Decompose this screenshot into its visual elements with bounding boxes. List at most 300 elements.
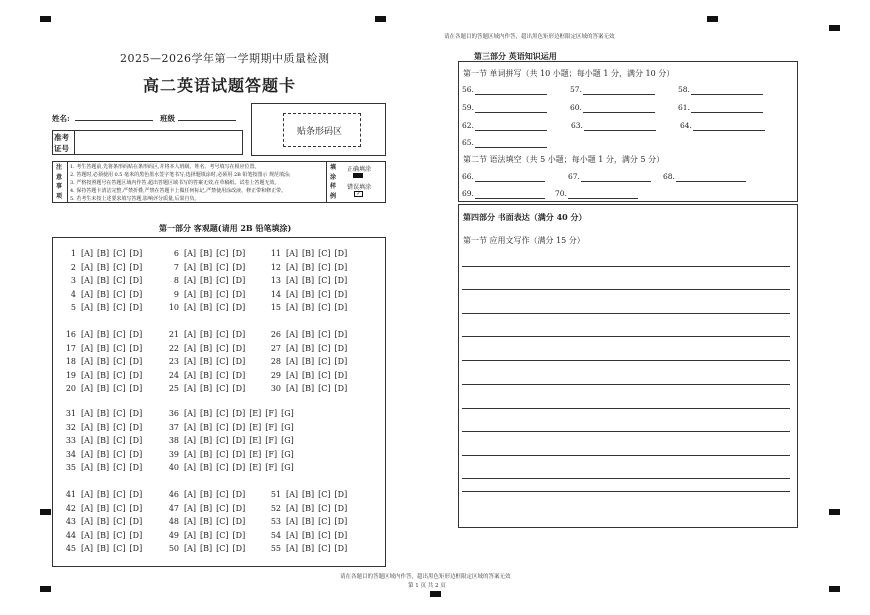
answer-bubble[interactable]: [D] [232, 370, 246, 380]
answer-bubble[interactable]: [A] [81, 503, 94, 513]
answer-bubble[interactable]: [B] [302, 330, 315, 339]
question-number: 40 [168, 463, 179, 472]
answer-bubble[interactable]: [A] [184, 409, 197, 418]
answer-bubble[interactable]: [B] [200, 343, 213, 353]
answer-bubble[interactable]: [B] [302, 249, 315, 258]
blank-line[interactable] [475, 94, 547, 95]
answer-bubble[interactable]: [C] [216, 330, 229, 339]
answer-bubble[interactable]: [F] [265, 449, 278, 459]
answer-bubble[interactable]: [D] [129, 517, 143, 526]
answer-bubble[interactable]: [C] [318, 517, 331, 526]
answer-bubble[interactable]: [D] [334, 503, 348, 513]
answer-bubble[interactable]: [A] [286, 276, 299, 285]
answer-bubble[interactable]: [B] [200, 490, 213, 499]
answer-bubble[interactable]: [D] [129, 463, 143, 472]
notes-box [52, 161, 386, 203]
answer-bubble[interactable]: [D] [129, 262, 143, 272]
answer-bubble[interactable]: [C] [113, 503, 126, 513]
answer-bubble[interactable]: [C] [216, 436, 229, 445]
answer-bubble[interactable]: [D] [129, 503, 143, 513]
exam-id-label: 准考 证号 [54, 133, 69, 153]
answer-bubble[interactable]: [D] [129, 343, 143, 353]
answer-bubble[interactable]: [B] [302, 503, 315, 513]
writing-line[interactable] [462, 289, 790, 290]
answer-bubble[interactable]: [B] [97, 357, 110, 366]
answer-bubble[interactable]: [B] [200, 409, 213, 418]
question-number: 54 [270, 530, 281, 540]
writing-line[interactable] [462, 431, 790, 432]
blank-line[interactable] [583, 112, 655, 113]
answer-bubble[interactable]: [B] [97, 330, 110, 339]
answer-bubble[interactable]: [C] [216, 384, 229, 393]
writing-line[interactable] [462, 408, 790, 409]
answer-bubble[interactable]: [A] [184, 503, 197, 513]
answer-bubble[interactable]: [D] [334, 249, 348, 258]
blank-number: 58. [678, 85, 690, 94]
writing-line[interactable] [462, 360, 790, 361]
answer-bubble[interactable]: [B] [97, 303, 110, 312]
writing-line[interactable] [462, 455, 790, 456]
question-row [165, 344, 249, 353]
answer-bubble[interactable]: [B] [200, 544, 213, 553]
answer-bubble[interactable]: [D] [334, 303, 348, 312]
answer-bubble[interactable]: [C] [216, 503, 229, 513]
answer-bubble[interactable]: [D] [232, 303, 246, 312]
writing-line[interactable] [462, 313, 790, 314]
answer-bubble[interactable]: [A] [184, 490, 197, 499]
answer-bubble[interactable]: [B] [97, 436, 110, 445]
answer-bubble[interactable]: [C] [113, 343, 126, 353]
answer-bubble[interactable]: [B] [97, 449, 110, 459]
answer-bubble[interactable]: [C] [113, 357, 126, 366]
answer-bubble[interactable]: [D] [129, 409, 143, 418]
answer-bubble[interactable]: [C] [216, 409, 229, 418]
answer-bubble[interactable]: [A] [286, 262, 299, 272]
answer-bubble[interactable]: [C] [113, 249, 126, 258]
answer-bubble[interactable]: [B] [302, 384, 315, 393]
answer-bubble[interactable]: [B] [97, 422, 110, 432]
answer-bubble[interactable]: [A] [184, 370, 197, 380]
answer-bubble[interactable]: [D] [232, 384, 246, 393]
answer-bubble[interactable]: [G] [281, 422, 294, 432]
blank-line[interactable] [475, 181, 545, 182]
answer-bubble[interactable]: [A] [286, 330, 299, 339]
answer-bubble[interactable]: [C] [113, 544, 126, 553]
answer-bubble[interactable]: [D] [334, 544, 348, 553]
registration-mark [829, 25, 840, 31]
question-row [165, 249, 249, 258]
answer-bubble[interactable]: [C] [318, 384, 331, 393]
answer-bubble[interactable]: [C] [113, 276, 126, 285]
part3-section1-title: 第一节 单词拼写（共 10 小题；每小题 1 分，满分 10 分） [463, 69, 675, 78]
answer-bubble[interactable]: [B] [97, 343, 110, 353]
answer-bubble[interactable]: [D] [232, 289, 246, 299]
answer-bubble[interactable]: [A] [184, 262, 197, 272]
answer-bubble[interactable]: [A] [81, 343, 94, 353]
blank-line[interactable] [691, 112, 763, 113]
answer-bubble[interactable]: [B] [302, 262, 315, 272]
blank-line[interactable] [584, 130, 656, 131]
answer-bubble[interactable]: [E] [249, 449, 262, 459]
answer-bubble[interactable]: [B] [200, 249, 213, 258]
answer-bubble[interactable]: [B] [200, 384, 213, 393]
answer-bubble[interactable]: [A] [184, 330, 197, 339]
blank-line[interactable] [568, 198, 638, 199]
answer-bubble[interactable]: [C] [318, 276, 331, 285]
question-number: 15 [270, 303, 281, 312]
answer-bubble[interactable]: [D] [334, 262, 348, 272]
answer-bubble[interactable]: [D] [232, 530, 246, 540]
answer-bubble[interactable]: [F] [265, 409, 278, 418]
answer-bubble[interactable]: [C] [318, 343, 331, 353]
answer-bubble[interactable]: [D] [334, 276, 348, 285]
blank-line[interactable] [581, 181, 651, 182]
answer-bubble[interactable]: [A] [184, 449, 197, 459]
answer-bubble[interactable]: [C] [113, 303, 126, 312]
answer-bubble[interactable]: [D] [129, 384, 143, 393]
answer-bubble[interactable]: [F] [265, 463, 278, 472]
answer-bubble[interactable]: [A] [286, 530, 299, 540]
answer-bubble[interactable]: [D] [232, 463, 246, 472]
answer-bubble[interactable]: [A] [184, 530, 197, 540]
answer-bubble[interactable]: [C] [216, 463, 229, 472]
blank-number: 57. [570, 85, 582, 94]
answer-bubble[interactable]: [F] [265, 436, 278, 445]
answer-bubble[interactable]: [D] [334, 517, 348, 526]
answer-bubble[interactable]: [C] [113, 289, 126, 299]
writing-line[interactable] [462, 491, 790, 492]
answer-bubble[interactable]: [A] [184, 463, 197, 472]
answer-bubble[interactable]: [A] [81, 303, 94, 312]
note-item: 4. 保持答题卡清洁完整,严禁折叠,严禁在答题卡上做任何标记,严禁使用涂改液、修正带和修正带。 [70, 188, 287, 194]
answer-bubble[interactable]: [B] [200, 422, 213, 432]
answer-bubble[interactable]: [B] [200, 449, 213, 459]
answer-bubble[interactable]: [B] [97, 370, 110, 380]
answer-bubble[interactable]: [D] [129, 490, 143, 499]
answer-bubble[interactable]: [A] [81, 449, 94, 459]
writing-line[interactable] [462, 384, 790, 385]
answer-bubble[interactable]: [G] [281, 436, 294, 445]
answer-bubble[interactable]: [A] [81, 544, 94, 553]
answer-bubble[interactable]: [B] [302, 517, 315, 526]
answer-bubble[interactable]: [F] [265, 422, 278, 432]
answer-bubble[interactable]: [D] [232, 422, 246, 432]
answer-bubble[interactable]: [B] [302, 357, 315, 366]
blank-line[interactable] [691, 94, 763, 95]
answer-bubble[interactable]: [C] [216, 276, 229, 285]
answer-bubble[interactable]: [B] [302, 289, 315, 299]
answer-bubble[interactable]: [C] [216, 422, 229, 432]
answer-bubble[interactable]: [D] [129, 436, 143, 445]
question-number: 38 [168, 436, 179, 445]
question-number: 48 [168, 517, 179, 526]
answer-bubble[interactable]: [D] [129, 370, 143, 380]
answer-bubble[interactable]: [A] [286, 357, 299, 366]
answer-bubble[interactable]: [C] [113, 409, 126, 418]
answer-bubble[interactable]: [C] [216, 289, 229, 299]
answer-bubble[interactable]: [A] [286, 343, 299, 353]
answer-bubble[interactable]: [B] [200, 503, 213, 513]
answer-bubble[interactable]: [B] [200, 463, 213, 472]
writing-line[interactable] [462, 266, 790, 267]
note-item: 5. 若考生未按上述要求填写答题,影响评分质量,后果自负。 [70, 196, 200, 202]
question-row [165, 517, 249, 526]
answer-bubble[interactable]: [B] [97, 544, 110, 553]
answer-bubble[interactable]: [B] [200, 530, 213, 540]
question-number: 44 [65, 530, 76, 540]
answer-bubble[interactable]: [C] [216, 370, 229, 380]
answer-bubble[interactable]: [C] [216, 249, 229, 258]
answer-bubble[interactable]: [A] [81, 276, 94, 285]
answer-bubble[interactable]: [A] [286, 289, 299, 299]
question-row [62, 517, 146, 526]
answer-bubble[interactable]: [D] [129, 303, 143, 312]
answer-bubble[interactable]: [D] [129, 276, 143, 285]
answer-bubble[interactable]: [C] [216, 517, 229, 526]
answer-bubble[interactable]: [A] [81, 330, 94, 339]
answer-bubble[interactable]: [A] [81, 463, 94, 472]
answer-bubble[interactable]: [A] [286, 544, 299, 553]
answer-bubble[interactable]: [A] [184, 422, 197, 432]
answer-bubble[interactable]: [C] [113, 330, 126, 339]
answer-bubble[interactable]: [D] [334, 330, 348, 339]
answer-bubble[interactable]: [C] [113, 436, 126, 445]
answer-bubble[interactable]: [C] [216, 490, 229, 499]
blank-line[interactable] [475, 130, 547, 131]
answer-bubble[interactable]: [A] [184, 384, 197, 393]
answer-bubble[interactable]: [B] [97, 530, 110, 540]
blank-line[interactable] [693, 130, 765, 131]
answer-bubble[interactable]: [A] [184, 436, 197, 445]
answer-bubble[interactable]: [B] [302, 490, 315, 499]
answer-bubble[interactable]: [C] [318, 530, 331, 540]
answer-bubble[interactable]: [B] [97, 384, 110, 393]
answer-bubble[interactable]: [A] [81, 490, 94, 499]
answer-bubble[interactable]: [A] [286, 370, 299, 380]
answer-bubble[interactable]: [E] [249, 409, 262, 418]
answer-bubble[interactable]: [C] [113, 517, 126, 526]
answer-bubble[interactable]: [B] [302, 276, 315, 285]
answer-bubble[interactable]: [B] [302, 544, 315, 553]
answer-bubble[interactable]: [D] [334, 357, 348, 366]
answer-bubble[interactable]: [G] [281, 463, 294, 472]
answer-bubble[interactable]: [C] [216, 262, 229, 272]
answer-bubble[interactable]: [G] [281, 409, 294, 418]
question-row [267, 344, 351, 353]
answer-bubble[interactable]: [D] [232, 276, 246, 285]
answer-bubble[interactable]: [C] [318, 249, 331, 258]
answer-bubble[interactable]: [B] [200, 289, 213, 299]
question-number: 45 [65, 544, 76, 553]
blank-number: 68. [663, 172, 675, 181]
answer-bubble[interactable]: [A] [184, 276, 197, 285]
answer-bubble[interactable]: [B] [302, 343, 315, 353]
answer-bubble[interactable]: [C] [318, 490, 331, 499]
answer-bubble[interactable]: [B] [97, 409, 110, 418]
question-row [62, 303, 146, 312]
answer-bubble[interactable]: [E] [249, 436, 262, 445]
answer-bubble[interactable]: [C] [113, 384, 126, 393]
answer-bubble[interactable]: [A] [286, 517, 299, 526]
answer-bubble[interactable]: [D] [129, 357, 143, 366]
answer-bubble[interactable]: [A] [184, 544, 197, 553]
answer-bubble[interactable]: [C] [113, 449, 126, 459]
answer-bubble[interactable]: [D] [129, 422, 143, 432]
answer-bubble[interactable]: [B] [302, 303, 315, 312]
answer-bubble[interactable]: [C] [318, 503, 331, 513]
registration-mark [430, 591, 441, 597]
answer-bubble[interactable]: [C] [318, 370, 331, 380]
answer-bubble[interactable]: [D] [129, 530, 143, 540]
answer-bubble[interactable]: [D] [232, 249, 246, 258]
answer-bubble[interactable]: [C] [318, 262, 331, 272]
answer-bubble[interactable]: [C] [113, 530, 126, 540]
answer-bubble[interactable]: [A] [81, 517, 94, 526]
answer-bubble[interactable]: [D] [232, 449, 246, 459]
answer-bubble[interactable]: [B] [97, 276, 110, 285]
answer-bubble[interactable]: [C] [318, 289, 331, 299]
answer-bubble[interactable]: [B] [97, 490, 110, 499]
answer-bubble[interactable]: [A] [81, 530, 94, 540]
answer-bubble[interactable]: [D] [334, 289, 348, 299]
question-row [165, 330, 249, 339]
answer-bubble[interactable]: [A] [81, 357, 94, 366]
answer-bubble[interactable]: [C] [216, 530, 229, 540]
question-row [62, 330, 146, 339]
answer-bubble[interactable]: [B] [302, 530, 315, 540]
question-number: 41 [65, 490, 76, 499]
answer-bubble[interactable]: [A] [184, 357, 197, 366]
answer-bubble[interactable]: [A] [81, 249, 94, 258]
answer-bubble[interactable]: [A] [81, 289, 94, 299]
answer-bubble[interactable]: [C] [318, 303, 331, 312]
answer-bubble[interactable]: [B] [97, 463, 110, 472]
answer-bubble[interactable]: [D] [232, 503, 246, 513]
answer-bubble[interactable]: [B] [200, 436, 213, 445]
writing-line[interactable] [462, 478, 790, 479]
answer-bubble[interactable]: [C] [113, 422, 126, 432]
answer-bubble[interactable]: [C] [318, 357, 331, 366]
answer-bubble[interactable]: [D] [334, 343, 348, 353]
answer-bubble[interactable]: [A] [81, 409, 94, 418]
question-number: 23 [168, 357, 179, 366]
answer-bubble[interactable]: [A] [184, 517, 197, 526]
answer-bubble[interactable]: [B] [97, 262, 110, 272]
answer-bubble[interactable]: [D] [129, 544, 143, 553]
answer-bubble[interactable]: [C] [216, 544, 229, 553]
blank-number: 64. [680, 121, 692, 130]
registration-mark [829, 509, 840, 515]
answer-bubble[interactable]: [C] [113, 262, 126, 272]
answer-bubble[interactable]: [C] [216, 357, 229, 366]
answer-bubble[interactable]: [C] [113, 463, 126, 472]
answer-bubble[interactable]: [B] [200, 517, 213, 526]
answer-bubble[interactable]: [D] [232, 262, 246, 272]
answer-bubble[interactable]: [D] [334, 530, 348, 540]
answer-bubble[interactable]: [B] [97, 289, 110, 299]
answer-bubble[interactable]: [D] [129, 249, 143, 258]
answer-bubble[interactable]: [B] [200, 303, 213, 312]
answer-bubble[interactable]: [D] [232, 517, 246, 526]
question-row [267, 357, 351, 366]
answer-bubble[interactable]: [D] [334, 384, 348, 393]
answer-bubble[interactable]: [A] [81, 422, 94, 432]
answer-bubble[interactable]: [D] [232, 330, 246, 339]
answer-bubble[interactable]: [B] [200, 357, 213, 366]
answer-bubble[interactable]: [B] [200, 370, 213, 380]
answer-bubble[interactable]: [D] [129, 449, 143, 459]
notes-side-label: 注 意 事 项 [56, 164, 63, 200]
answer-bubble[interactable]: [C] [216, 303, 229, 312]
blank-line[interactable] [475, 147, 547, 148]
question-number: 14 [270, 289, 281, 299]
answer-bubble[interactable]: [B] [97, 249, 110, 258]
question-number: 17 [65, 343, 76, 353]
blank-line[interactable] [583, 94, 655, 95]
answer-bubble[interactable]: [E] [249, 463, 262, 472]
answer-bubble[interactable]: [D] [232, 436, 246, 445]
part4-title: 第四部分 书面表达（满分 40 分） [463, 212, 587, 222]
answer-bubble[interactable]: [A] [81, 436, 94, 445]
answer-bubble[interactable]: [A] [81, 370, 94, 380]
answer-bubble[interactable]: [D] [334, 370, 348, 380]
exam-title: 2025—2026学年第一学期期中质量检测 [120, 52, 330, 65]
answer-bubble[interactable]: [D] [232, 409, 246, 418]
answer-bubble[interactable]: [B] [97, 517, 110, 526]
answer-bubble[interactable]: [D] [232, 490, 246, 499]
blank-line[interactable] [676, 181, 746, 182]
answer-bubble[interactable]: [A] [286, 384, 299, 393]
answer-bubble[interactable]: [B] [302, 370, 315, 380]
answer-bubble[interactable]: [D] [232, 544, 246, 553]
answer-bubble[interactable]: [A] [184, 249, 197, 258]
answer-bubble[interactable]: [A] [286, 503, 299, 513]
answer-bubble[interactable]: [D] [232, 343, 246, 353]
answer-bubble[interactable]: [C] [318, 544, 331, 553]
exam-id-box[interactable] [52, 130, 243, 155]
answer-bubble[interactable]: [A] [184, 303, 197, 312]
answer-bubble[interactable]: [C] [216, 449, 229, 459]
blank-line[interactable] [475, 198, 545, 199]
answer-bubble[interactable]: [C] [113, 490, 126, 499]
answer-bubble[interactable]: [B] [97, 503, 110, 513]
writing-line[interactable] [462, 336, 790, 337]
answer-bubble[interactable]: [G] [281, 449, 294, 459]
answer-bubble[interactable]: [E] [249, 422, 262, 432]
answer-bubble[interactable]: [A] [81, 262, 94, 272]
answer-bubble[interactable]: [C] [216, 343, 229, 353]
answer-bubble[interactable]: [C] [113, 370, 126, 380]
blank-line[interactable] [475, 112, 547, 113]
question-row [62, 436, 146, 445]
answer-bubble[interactable]: [A] [184, 289, 197, 299]
answer-bubble[interactable]: [B] [200, 330, 213, 339]
answer-bubble[interactable]: [A] [286, 490, 299, 499]
class-field[interactable] [178, 120, 236, 121]
answer-bubble[interactable]: [D] [129, 330, 143, 339]
answer-bubble[interactable]: [A] [81, 384, 94, 393]
answer-bubble[interactable]: [A] [286, 303, 299, 312]
name-field[interactable] [75, 120, 153, 121]
answer-bubble[interactable]: [C] [318, 330, 331, 339]
answer-bubble[interactable]: [D] [232, 357, 246, 366]
answer-bubble[interactable]: [D] [129, 289, 143, 299]
answer-bubble[interactable]: [A] [286, 249, 299, 258]
answer-bubble[interactable]: [B] [200, 262, 213, 272]
answer-bubble[interactable]: [A] [184, 343, 197, 353]
answer-bubble[interactable]: [D] [334, 490, 348, 499]
answer-bubble[interactable]: [B] [200, 276, 213, 285]
